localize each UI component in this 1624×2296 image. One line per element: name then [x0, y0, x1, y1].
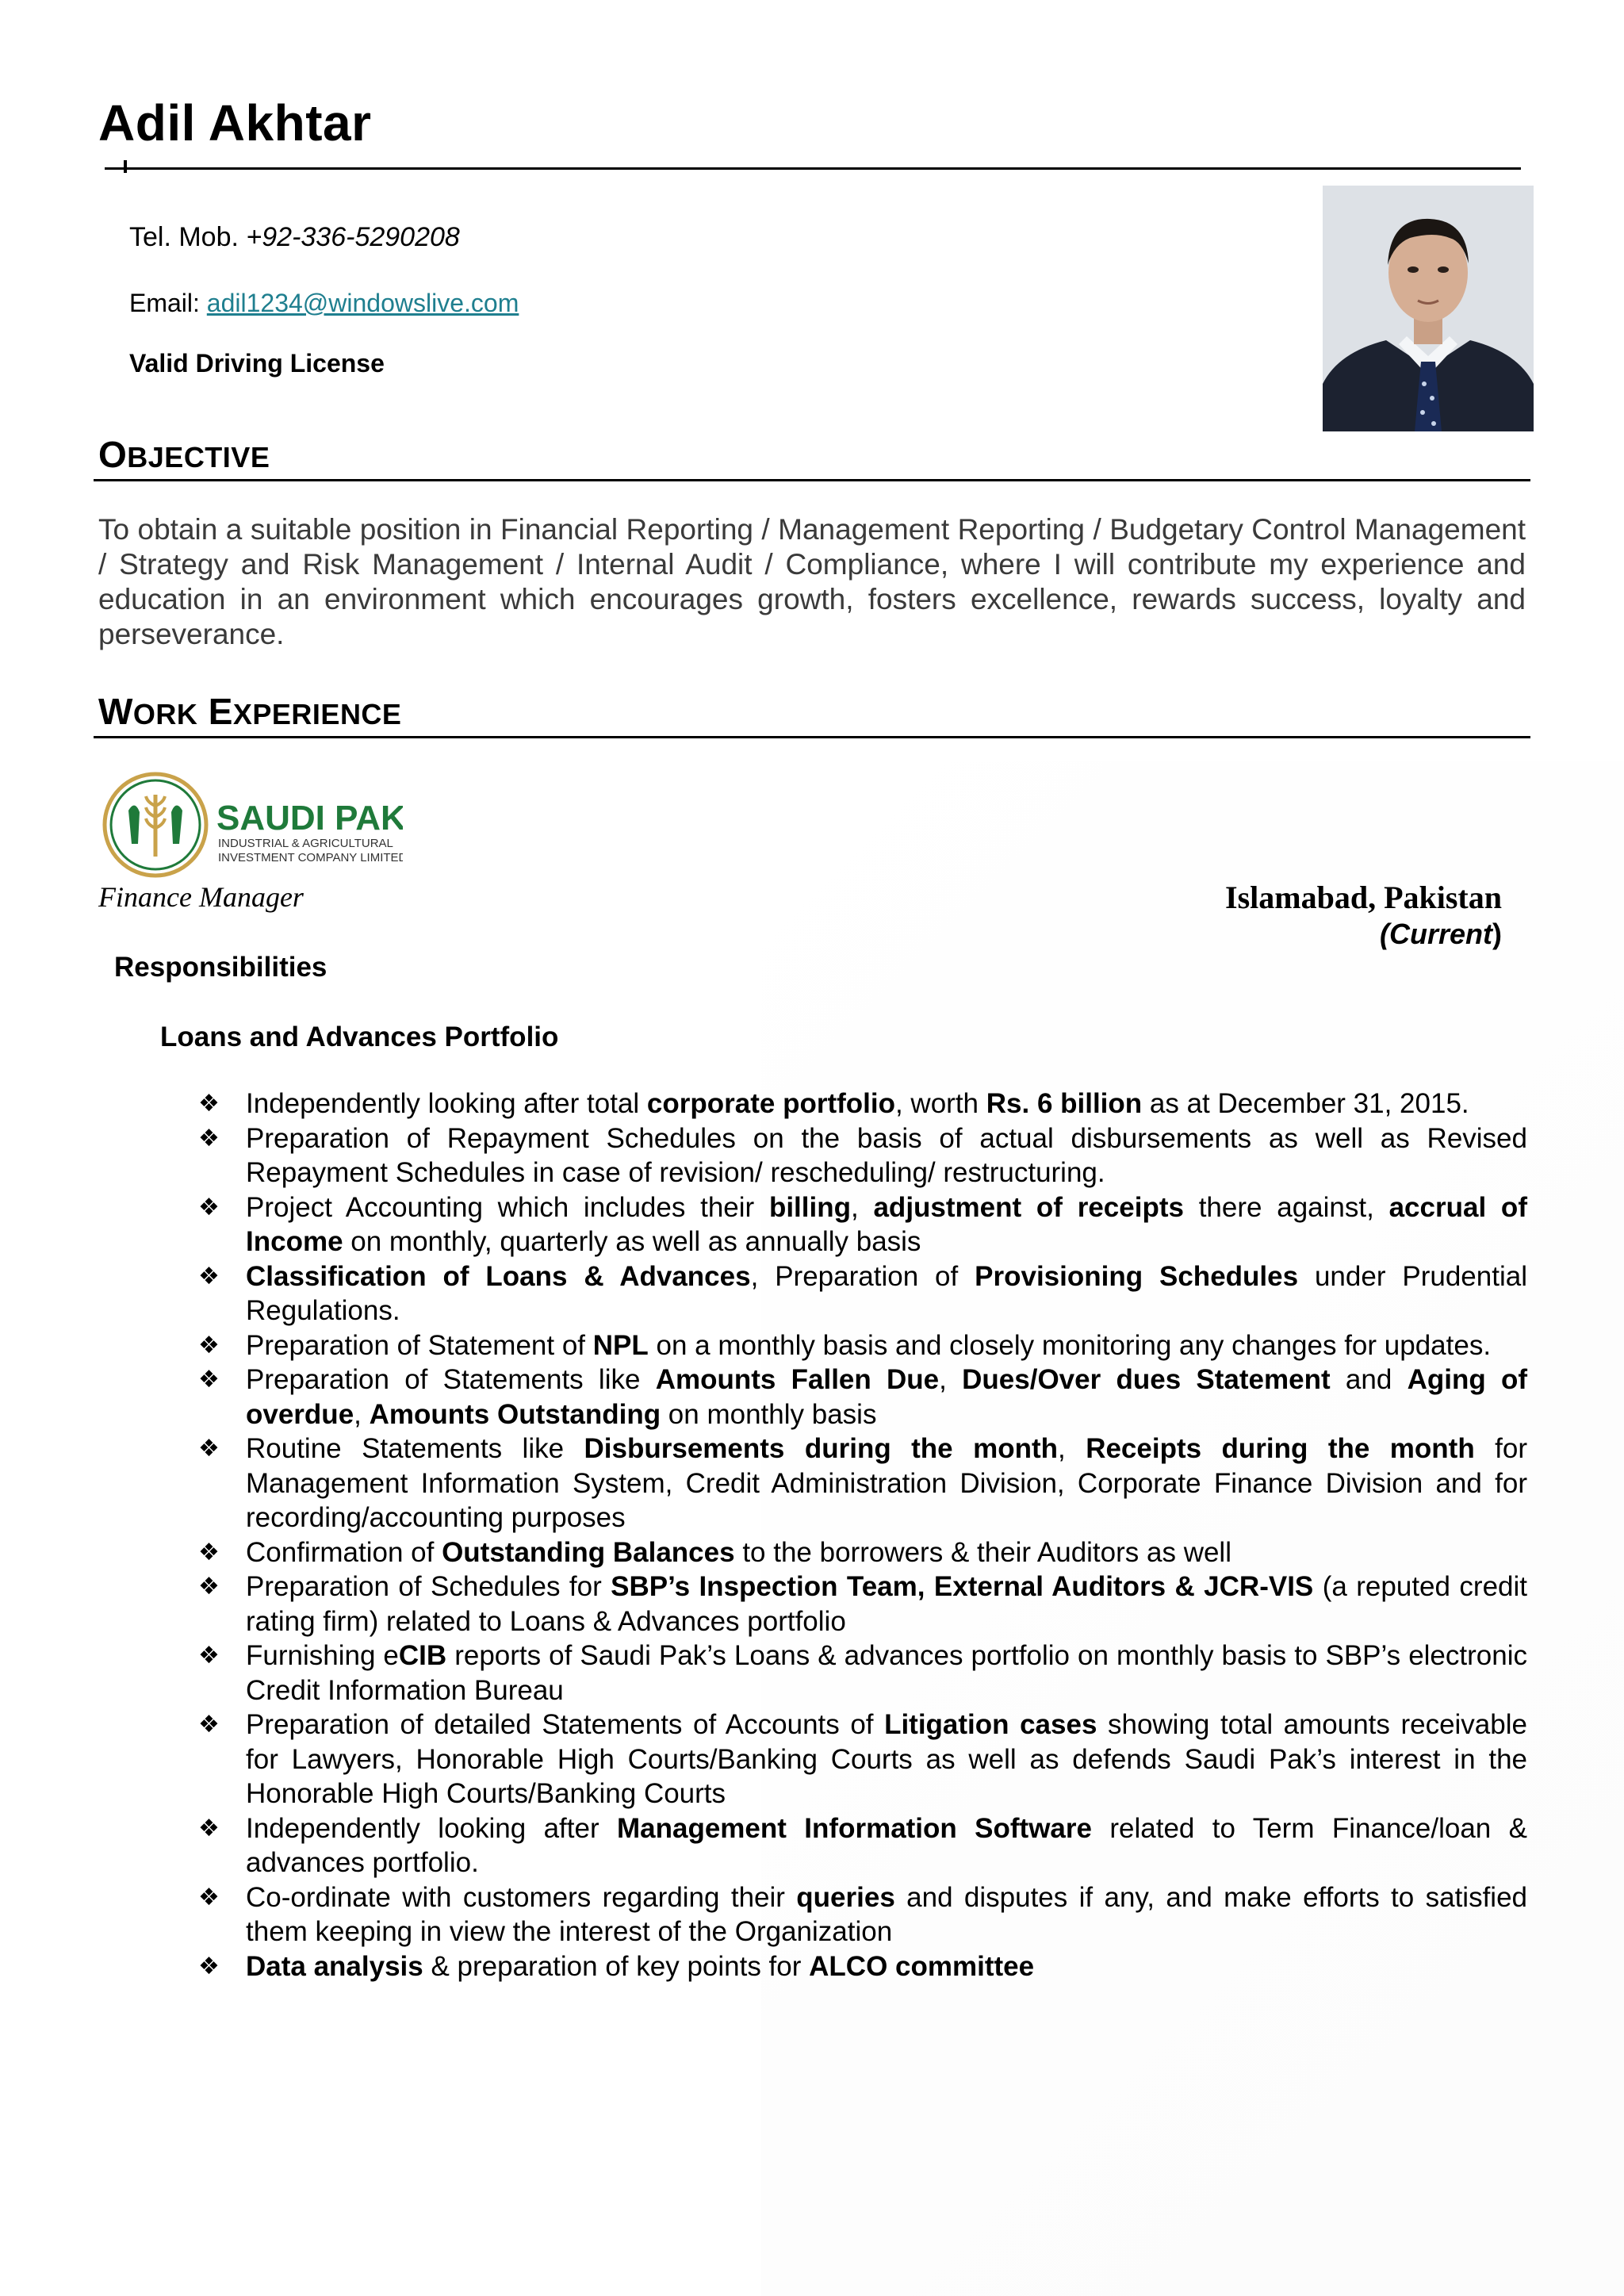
bold-phrase: ALCO committee	[809, 1950, 1035, 1982]
bold-phrase: Data analysis	[246, 1950, 423, 1982]
text-run: related to Term Finance/loan & advances portfolio.	[246, 1812, 1527, 1878]
phone-number: +92-336-5290208	[246, 222, 460, 252]
saudi-pak-logo-icon	[102, 771, 403, 879]
responsibility-item	[198, 1708, 1527, 1811]
text-run: and disputes if any, and make efforts to satisfied them keeping in view the interest of the Organization	[246, 1881, 1527, 1947]
work-experience-divider	[94, 736, 1530, 738]
bullet-diamond-icon: ❖	[198, 1815, 220, 1842]
responsibility-list	[198, 1087, 1527, 1984]
bold-phrase: Management Information Software	[617, 1812, 1092, 1844]
profile-photo	[1323, 186, 1534, 431]
bullet-diamond-icon: ❖	[198, 1435, 220, 1462]
job-location: Islamabad, Pakistan	[1225, 880, 1502, 915]
text-run: on a monthly basis and closely monitoring any changes for updates.	[648, 1329, 1492, 1361]
bullet-diamond-icon: ❖	[198, 1332, 220, 1359]
text-run: Confirmation of	[246, 1536, 442, 1568]
text-run: Preparation of Statements like	[246, 1364, 656, 1395]
text-run: and	[1330, 1364, 1408, 1395]
text-run: ,	[354, 1398, 370, 1430]
responsibility-item	[198, 1880, 1527, 1949]
work-experience-heading: WORK EXPERIENCE	[98, 691, 402, 732]
logo-subtext-2: INVESTMENT COMPANY LIMITED	[218, 851, 403, 864]
bold-phrase: Aging of overdue	[246, 1364, 1527, 1430]
bullet-diamond-icon: ❖	[198, 1953, 220, 1980]
bold-phrase: queries	[796, 1881, 895, 1913]
email-link[interactable]: adil1234@windowslive.com	[206, 289, 519, 317]
bold-phrase: accrual of Income	[246, 1191, 1527, 1257]
bold-phrase: adjustment of receipts	[873, 1191, 1184, 1223]
text-run: (a reputed credit rating firm) related to Loans & Advances portfolio	[246, 1571, 1527, 1637]
responsibility-item	[198, 1121, 1527, 1190]
objective-heading: OBJECTIVE	[98, 434, 270, 475]
bold-phrase: Rs. 6 billion	[986, 1088, 1143, 1119]
rule-tick	[124, 160, 127, 173]
phone-line	[129, 222, 460, 253]
bullet-diamond-icon: ❖	[198, 1884, 220, 1911]
bullet-diamond-icon: ❖	[198, 1366, 220, 1393]
text-run: Independently looking after	[246, 1812, 617, 1844]
job-status: (Current)	[1379, 918, 1502, 950]
bullet-diamond-icon: ❖	[198, 1125, 220, 1152]
text-run: showing total amounts receivable for Lawyers, Honorable High Courts/Banking Courts as well as defends Saudi Pak’s interest in the Honorable High Courts/Banking Courts	[246, 1709, 1527, 1809]
responsibility-item	[198, 1570, 1527, 1639]
text-run: , worth	[894, 1088, 986, 1119]
bold-phrase: billing	[768, 1191, 851, 1223]
objective-divider	[94, 479, 1530, 481]
responsibility-item	[198, 1259, 1527, 1328]
bullet-diamond-icon: ❖	[198, 1091, 220, 1117]
bold-phrase: Classification of Loans & Advances	[246, 1260, 751, 1292]
bullet-diamond-icon: ❖	[198, 1194, 220, 1221]
bold-phrase: Amounts Outstanding	[369, 1398, 661, 1430]
bullet-diamond-icon: ❖	[198, 1539, 220, 1566]
phone-label: Tel. Mob.	[129, 222, 239, 252]
responsibility-item	[198, 1087, 1527, 1121]
bold-phrase: SBP’s Inspection Team, External Auditors & JCR-VIS	[611, 1571, 1314, 1602]
bold-phrase: Amounts Fallen Due	[655, 1364, 940, 1395]
text-run: Preparation of Repayment Schedules on the basis of actual disbursements as well as Revised Repayment Schedules in case of revision/ rescheduling/ restructuring.	[246, 1122, 1527, 1188]
text-run: ,	[850, 1191, 874, 1223]
text-run: Preparation of Schedules for	[246, 1571, 611, 1602]
email-line	[129, 289, 519, 318]
text-run: Preparation of detailed Statements of Accounts of	[246, 1709, 885, 1740]
responsibility-item	[198, 1639, 1527, 1708]
bold-phrase: Disbursements during the month	[584, 1433, 1059, 1464]
candidate-name: Adil Akhtar	[98, 94, 372, 151]
responsibility-item	[198, 1363, 1527, 1432]
text-run: , Preparation of	[750, 1260, 975, 1292]
text-run: Project Accounting which includes their	[246, 1191, 769, 1223]
responsibility-item	[198, 1190, 1527, 1259]
bold-phrase: Provisioning Schedules	[975, 1260, 1299, 1292]
responsibility-item	[198, 1535, 1527, 1570]
profile-photo-illustration	[1323, 186, 1534, 431]
text-run: ,	[939, 1364, 963, 1395]
company-logo	[102, 771, 403, 879]
logo-text: SAUDI PAK	[216, 799, 403, 838]
bold-phrase: Receipts during the month	[1086, 1433, 1475, 1464]
bold-phrase: Dues/Over dues Statement	[962, 1364, 1331, 1395]
text-run: for Management Information System, Credit Administration Division, Corporate Finance Division and for recording/accounting purposes	[246, 1433, 1527, 1533]
bold-phrase: Outstanding Balances	[442, 1536, 735, 1568]
bold-phrase: NPL	[592, 1329, 649, 1361]
name-divider	[105, 167, 1521, 170]
bullet-diamond-icon: ❖	[198, 1263, 220, 1290]
text-run: there against,	[1183, 1191, 1389, 1223]
text-run: on monthly, quarterly as well as annually basis	[343, 1226, 921, 1257]
job-location-block	[1225, 879, 1502, 951]
job-title: Finance Manager	[98, 881, 304, 913]
responsibility-item	[198, 1949, 1527, 1984]
responsibility-item	[198, 1811, 1527, 1880]
text-run: reports of Saudi Pak’s Loans & advances portfolio on monthly basis to SBP’s electronic Credit Information Bureau	[246, 1640, 1527, 1706]
responsibility-item	[198, 1328, 1527, 1363]
bold-phrase: Litigation cases	[884, 1709, 1097, 1740]
email-label: Email:	[129, 289, 200, 317]
bullet-diamond-icon: ❖	[198, 1642, 220, 1669]
text-run: ,	[1058, 1433, 1086, 1464]
text-run: to the borrowers & their Auditors as well	[734, 1536, 1231, 1568]
bold-phrase: corporate portfolio	[646, 1088, 895, 1119]
text-run: Routine Statements like	[246, 1433, 584, 1464]
bullet-diamond-icon: ❖	[198, 1573, 220, 1600]
text-run: Co-ordinate with customers regarding their	[246, 1881, 797, 1913]
text-run: Independently looking after total	[246, 1088, 647, 1119]
text-run: & preparation of key points for	[423, 1950, 810, 1982]
objective-text: To obtain a suitable position in Financial Reporting / Management Reporting / Budgetary Control Management / Strategy and Risk Management / Internal Audit / Compliance, where I will contribute my experience and education in an environment which encourages growth, fosters excellence, rewards success, loyalty and perseverance.	[98, 513, 1526, 650]
text-run: under Prudential Regulations.	[246, 1260, 1527, 1326]
logo-subtext-1: INDUSTRIAL & AGRICULTURAL	[218, 837, 393, 850]
responsibilities-heading: Responsibilities	[114, 952, 327, 983]
driving-license: Valid Driving License	[129, 349, 385, 378]
bold-phrase: CIB	[398, 1640, 447, 1671]
portfolio-heading: Loans and Advances Portfolio	[160, 1022, 559, 1052]
text-run: as at December 31, 2015.	[1142, 1088, 1469, 1119]
text-run: Furnishing e	[246, 1640, 399, 1671]
text-run: Preparation of Statement of	[246, 1329, 593, 1361]
bullet-diamond-icon: ❖	[198, 1711, 220, 1738]
responsibility-item	[198, 1432, 1527, 1535]
text-run: on monthly basis	[661, 1398, 877, 1430]
